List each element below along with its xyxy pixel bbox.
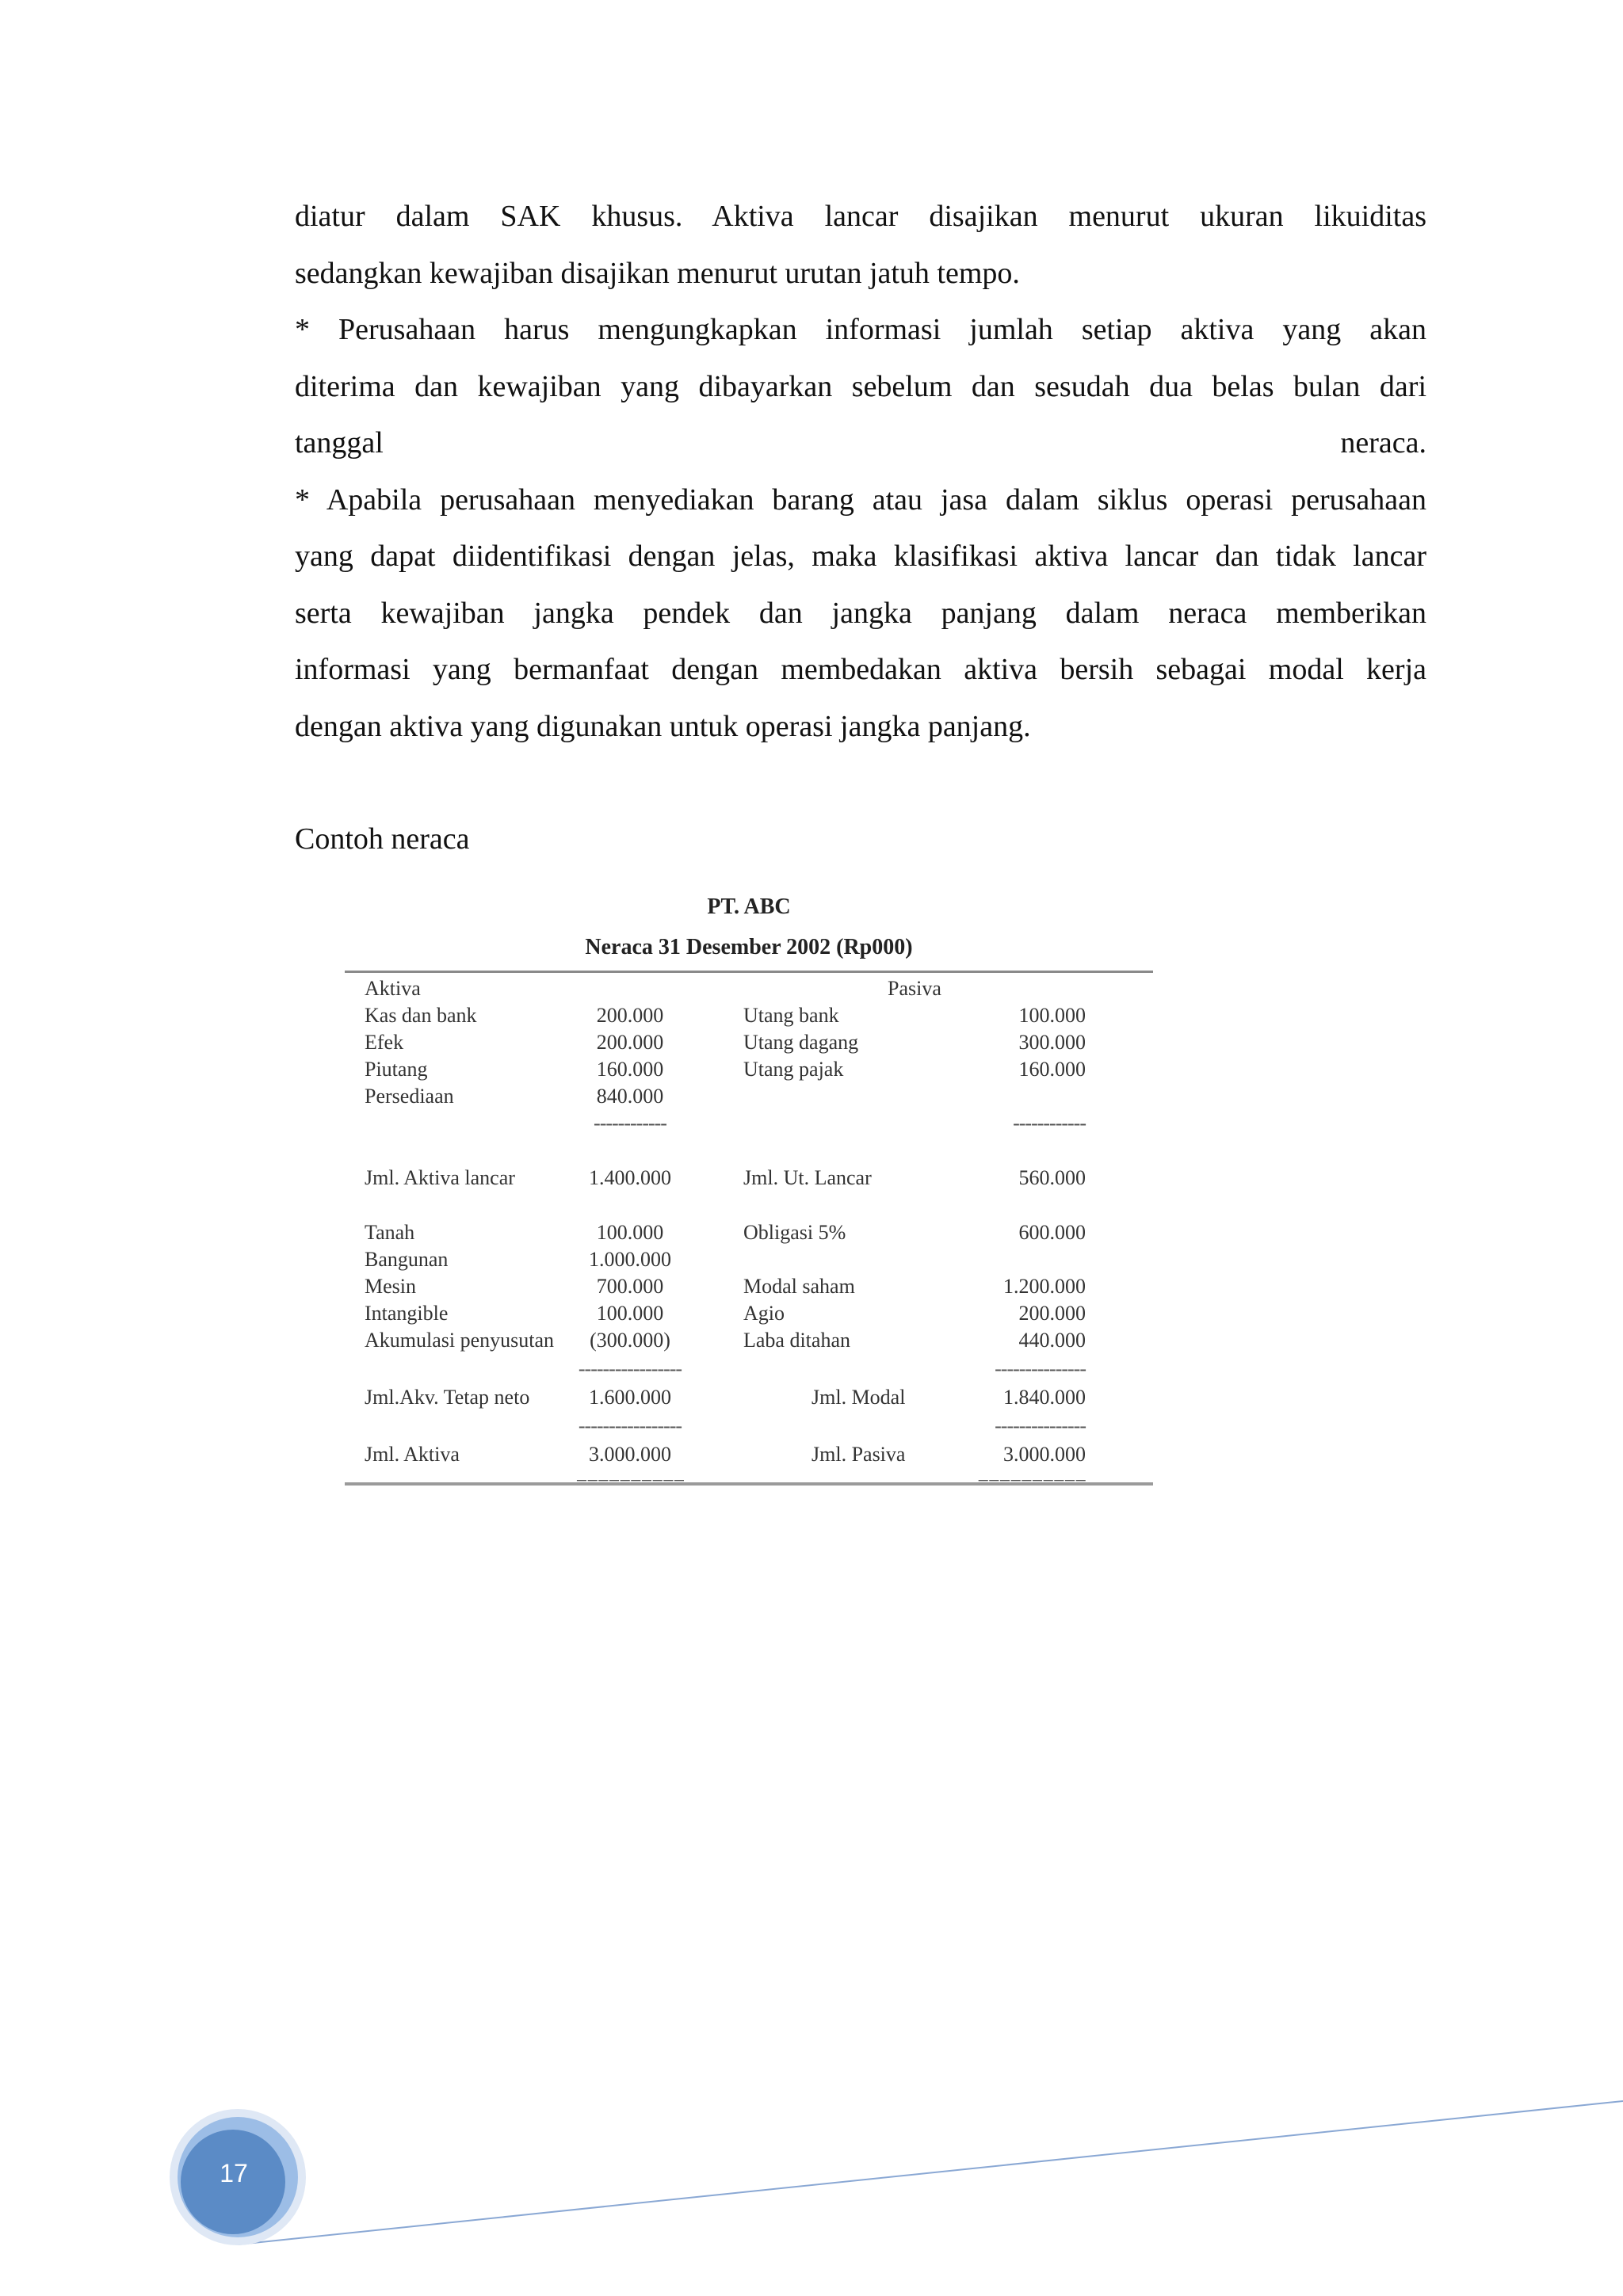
liability-value: --------------- <box>995 1357 1086 1380</box>
asset-value: (300.000) <box>590 1329 670 1352</box>
liability-label: Utang pajak <box>743 1058 844 1081</box>
liability-value: 200.000 <box>1018 1302 1086 1325</box>
asset-value: 100.000 <box>596 1302 664 1325</box>
asset-label: Tanah <box>365 1221 415 1244</box>
text-line: informasi yang bermanfaat dengan membedakan aktiva bersih sebagai modal kerja <box>295 653 1426 686</box>
liability-value: 300.000 <box>1018 1031 1086 1054</box>
header-aktiva: Aktiva <box>365 977 421 1000</box>
asset-label: Kas dan bank <box>365 1004 477 1027</box>
section-heading: Contoh neraca <box>295 822 470 856</box>
asset-label: Akumulasi penyusutan <box>365 1329 555 1352</box>
liability-value: 600.000 <box>1018 1221 1086 1244</box>
asset-label: Efek <box>365 1031 404 1054</box>
liability-label: Jml. Pasiva <box>812 1443 906 1466</box>
asset-label: Piutang <box>365 1058 428 1081</box>
text-line: * Apabila perusahaan menyediakan barang atau jasa dalam siklus operasi perusahaan <box>295 482 1426 517</box>
balance-sheet-title: Neraca 31 Desember 2002 (Rp000) <box>585 935 913 959</box>
liability-value: 1.840.000 <box>1003 1386 1086 1409</box>
asset-value: 100.000 <box>596 1221 664 1244</box>
text-line: sedangkan kewajiban disajikan menurut urutan jatuh tempo. <box>295 256 1020 290</box>
text-line: yang dapat diidentifikasi dengan jelas, maka klasifikasi aktiva lancar dan tidak lancar <box>295 540 1426 573</box>
asset-value: ----------------- <box>578 1414 682 1437</box>
footer-rule <box>238 2101 1623 2245</box>
asset-value: 1.000.000 <box>589 1248 671 1271</box>
asset-value: 3.000.000 <box>589 1443 671 1466</box>
asset-value: 840.000 <box>596 1085 664 1108</box>
asset-value: ----------------- <box>578 1357 682 1380</box>
text-line: diterima dan kewajiban yang dibayarkan sebelum dan sesudah dua belas bulan dari <box>295 369 1426 403</box>
liability-value: ========== <box>977 1471 1086 1494</box>
asset-label: Jml. Aktiva lancar <box>365 1166 515 1189</box>
liability-label: Utang dagang <box>743 1031 859 1054</box>
liability-label: Jml. Ut. Lancar <box>743 1166 872 1189</box>
liability-label: Obligasi 5% <box>743 1221 846 1244</box>
asset-label: Bangunan <box>365 1248 449 1271</box>
text-line: dengan aktiva yang digunakan untuk operasi jangka panjang. <box>295 709 1031 743</box>
liability-value: ------------ <box>1013 1112 1086 1135</box>
liability-value: 1.200.000 <box>1003 1275 1086 1298</box>
header-pasiva: Pasiva <box>888 977 941 1000</box>
asset-label: Jml. Aktiva <box>365 1443 460 1466</box>
liability-value: 100.000 <box>1018 1004 1086 1027</box>
asset-value: 160.000 <box>596 1058 664 1081</box>
liability-label: Utang bank <box>743 1004 839 1027</box>
liability-label: Jml. Modal <box>812 1386 906 1409</box>
liability-label: Modal saham <box>743 1275 855 1298</box>
asset-value: 1.400.000 <box>589 1166 671 1189</box>
company-name: PT. ABC <box>707 894 791 919</box>
asset-value: ========== <box>575 1471 685 1494</box>
asset-label: Mesin <box>365 1275 416 1298</box>
liability-value: 160.000 <box>1018 1058 1086 1081</box>
asset-label: Jml.Akv. Tetap neto <box>365 1386 530 1409</box>
text-line: serta kewajiban jangka pendek dan jangka panjang dalam neraca memberikan <box>295 596 1426 630</box>
asset-label: Intangible <box>365 1302 449 1325</box>
text-line: diatur dalam SAK khusus. Aktiva lancar disajikan menurut ukuran likuiditas <box>295 200 1426 233</box>
liability-value: 3.000.000 <box>1003 1443 1086 1466</box>
liability-label: Agio <box>743 1302 785 1325</box>
liability-value: 440.000 <box>1018 1329 1086 1352</box>
text-line: tanggal neraca. <box>295 426 1426 460</box>
liability-label: Laba ditahan <box>743 1329 850 1352</box>
liability-value: 560.000 <box>1018 1166 1086 1189</box>
asset-value: 200.000 <box>596 1031 664 1054</box>
text-line: * Perusahaan harus mengungkapkan informasi jumlah setiap aktiva yang akan <box>295 313 1426 346</box>
asset-value: 1.600.000 <box>589 1386 671 1409</box>
liability-value: --------------- <box>995 1414 1086 1437</box>
page-number: 17 <box>220 2159 248 2187</box>
asset-value: 200.000 <box>596 1004 664 1027</box>
asset-label: Persediaan <box>365 1085 454 1108</box>
asset-value: 700.000 <box>596 1275 664 1298</box>
asset-value: ------------ <box>594 1112 666 1135</box>
